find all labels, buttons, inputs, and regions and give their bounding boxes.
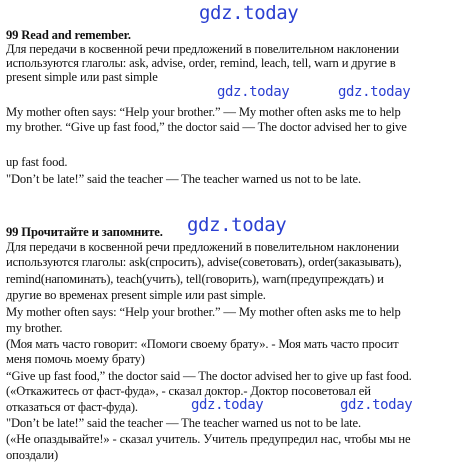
section2-line: “Give up fast food,” the doctor said — The doctor advised her to give up fast food. [6, 369, 412, 383]
section1-line: my brother. “Give up fast food,” the doctor said — The doctor advised her to give [6, 120, 407, 134]
section2-line: («Не опаздывайте!» - сказал учитель. Учитель предупредил нас, чтобы мы не [6, 432, 411, 446]
watermark: gdz.today [217, 84, 290, 100]
section2-line: remind(напоминать), teach(учить), tell(говорить), warn(предупреждать) и [6, 272, 384, 286]
watermark: gdz.today [338, 84, 411, 100]
section1-line: present simple или past simple [6, 70, 158, 84]
section1-line: используются глаголы: ask, advise, order, remind, leach, tell, warn и другие в [6, 56, 396, 70]
watermark: gdz.today [187, 214, 287, 236]
section2-title: 99 Прочитайте и запомните. [6, 225, 163, 239]
section2-line: (Моя мать часто говорит: «Помоги своему брату». - Моя мать часто просит [6, 337, 399, 351]
section2-line: My mother often says: “Help your brother.” — My mother often asks me to help [6, 305, 401, 319]
section1-line: Для передачи в косвенной речи предложений в повелительном наклонении [6, 42, 399, 56]
section2-line: отказаться от фаст-фуда). [6, 400, 138, 414]
watermark: gdz.today [191, 397, 264, 413]
section2-line: Для передачи в косвенной речи предложений в повелительном наклонении [6, 240, 399, 254]
watermark: gdz.today [199, 2, 299, 24]
section1-line: up fast food. [6, 155, 68, 169]
section1-line: My mother often says: “Help your brother.” — My mother often asks me to help [6, 105, 401, 119]
section2-line: («Откажитесь от фаст-фуда», - сказал доктор.- Доктор посоветовал ей [6, 384, 371, 398]
watermark: gdz.today [340, 397, 413, 413]
section2-line: меня помочь моему брату) [6, 352, 145, 366]
section2-line: используются глаголы: ask(спросить), advise(советовать), order(заказывать), [6, 255, 402, 269]
section1-line: "Don’t be late!” said the teacher — The teacher warned us not to be late. [6, 172, 361, 186]
section2-line: опоздали) [6, 448, 59, 462]
section1-title: 99 Read and remember. [6, 28, 131, 42]
section2-line: my brother. [6, 321, 63, 335]
section2-line: другие во временах present simple или past simple. [6, 288, 266, 302]
section2-line: "Don’t be late!” said the teacher — The teacher warned us not to be late. [6, 416, 361, 430]
